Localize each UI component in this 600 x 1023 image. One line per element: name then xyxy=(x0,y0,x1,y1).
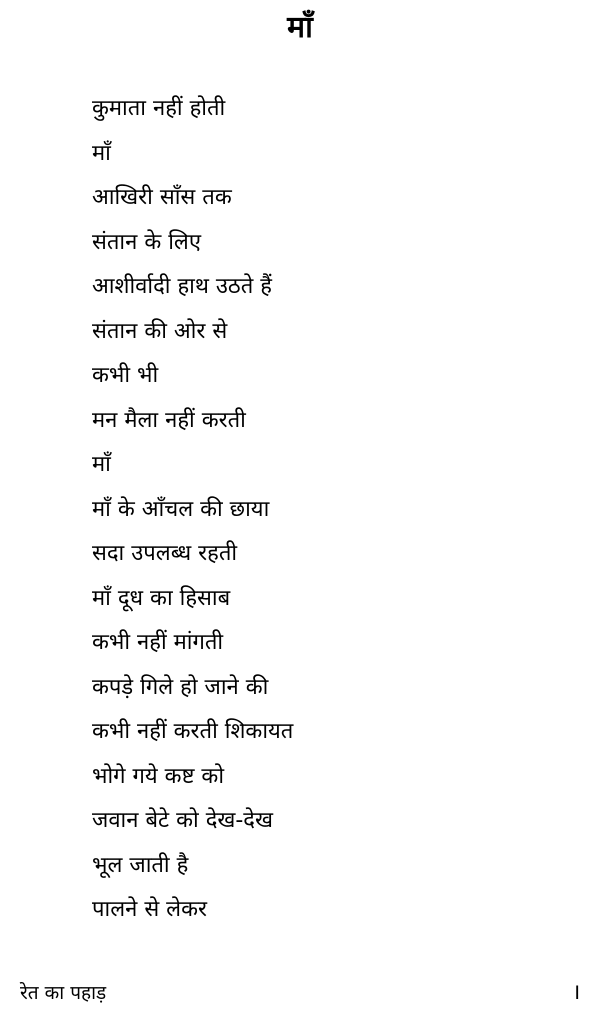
poem-line: जवान बेटे को देख-देख xyxy=(92,808,273,833)
page-footer xyxy=(20,978,580,1008)
poem-body xyxy=(92,92,562,938)
poem-line: सदा उपलब्ध रहती xyxy=(92,541,238,566)
poem-line: मन मैला नहीं करती xyxy=(92,407,246,433)
poem-line: आखिरी साँस तक xyxy=(92,185,232,210)
poem-title: माँ xyxy=(287,10,313,45)
book-title: रेत का पहाड़ xyxy=(20,982,107,1004)
poem-line: आशीर्वादी हाथ उठते हैं xyxy=(92,274,272,299)
poem-line: माँ के आँचल की छाया xyxy=(92,496,270,522)
poem-line: कभी भी xyxy=(92,363,159,388)
poem-line: भोगे गये कष्ट को xyxy=(92,763,225,789)
poem-line: कभी नहीं मांगती xyxy=(92,630,224,655)
poem-line: भूल जाती है xyxy=(92,852,189,878)
poem-line: कुमाता नहीं होती xyxy=(92,96,226,121)
poem-line: कपड़े गिले हो जाने की xyxy=(92,674,269,700)
poem-line: कभी नहीं करती शिकायत xyxy=(92,719,294,744)
poem-line: माँ दूध का हिसाब xyxy=(92,585,231,611)
poem-line: माँ xyxy=(92,452,111,477)
poem-line: पालने से लेकर xyxy=(92,897,207,922)
poem-line: संतान के लिए xyxy=(92,229,201,255)
poem-line: संतान की ओर से xyxy=(92,318,228,344)
page-number: I xyxy=(574,982,580,1004)
poem-line: माँ xyxy=(92,140,111,166)
